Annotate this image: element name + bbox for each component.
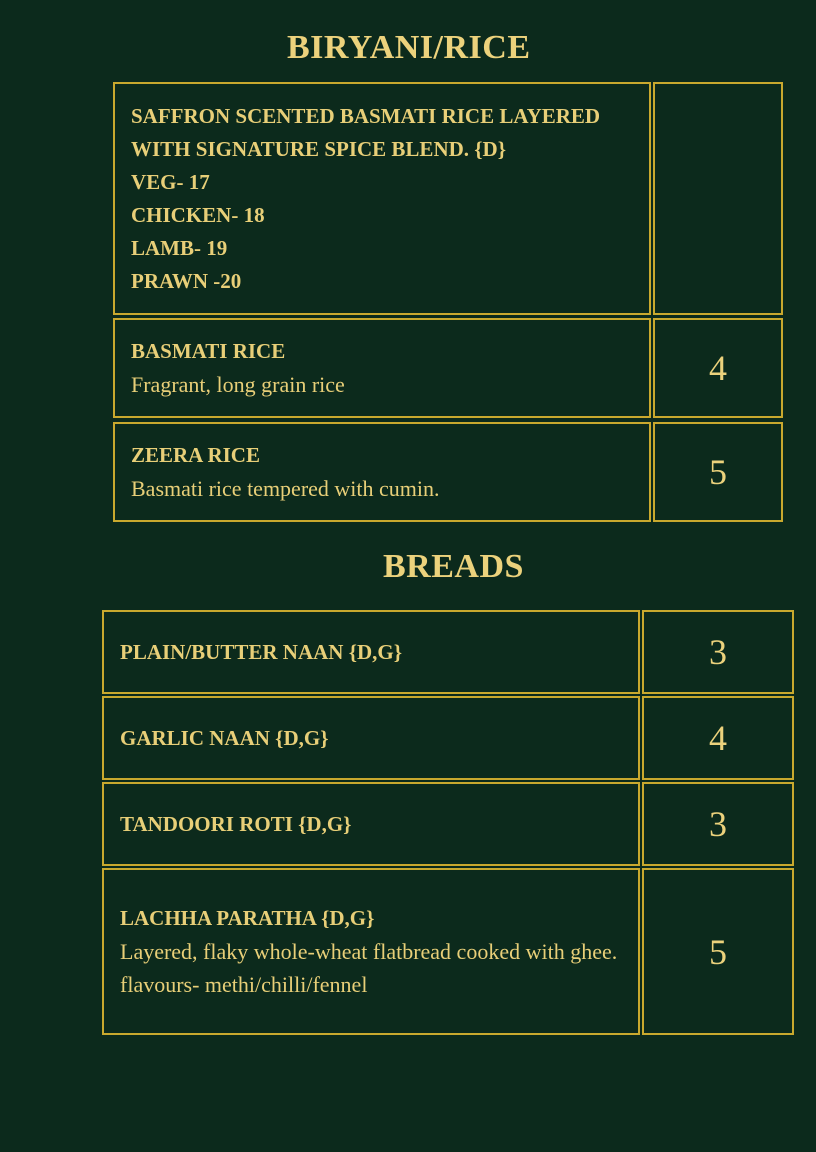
biryani-description-line-2: WITH SIGNATURE SPICE BLEND. {D}	[131, 136, 506, 161]
menu-item-name: TANDOORI ROTI {D,G}	[120, 811, 352, 836]
menu-item-name: GARLIC NAAN {D,G}	[120, 725, 329, 750]
menu-item-price: 4	[709, 718, 727, 758]
menu-item-description: Basmati rice tempered with cumin.	[131, 476, 440, 501]
price-cell-tandoori-roti	[642, 782, 794, 866]
price-cell-zeera-rice	[653, 422, 783, 522]
price-cell-basmati-rice	[653, 318, 783, 418]
menu-item-description: Fragrant, long grain rice	[131, 372, 345, 397]
menu-item-description: Layered, flaky whole-wheat flatbread cooked with ghee.	[120, 939, 618, 964]
price-cell-garlic-naan	[642, 696, 794, 780]
biryani-price-veg: VEG- 17	[131, 169, 210, 194]
price-cell-biryani	[653, 82, 783, 315]
biryani-price-lamb: LAMB- 19	[131, 235, 228, 260]
menu-item-flavours: flavours- methi/chilli/fennel	[120, 972, 368, 997]
biryani-price-prawn: PRAWN -20	[131, 268, 242, 293]
menu-item-tandoori-roti	[102, 782, 640, 866]
menu-item-price: 4	[709, 348, 727, 388]
biryani-price-chicken: CHICKEN- 18	[131, 202, 265, 227]
menu-item-price: 3	[709, 804, 727, 844]
biryani-description-line-1: SAFFRON SCENTED BASMATI RICE LAYERED	[131, 103, 601, 128]
menu-item-lachha-paratha	[102, 868, 640, 1035]
menu-item-price: 5	[709, 931, 727, 972]
menu-item-biryani	[113, 82, 651, 315]
section-title-biryani-rice: BIRYANI/RICE	[287, 29, 531, 66]
section-title-breads: BREADS	[383, 548, 524, 585]
menu-item-garlic-naan	[102, 696, 640, 780]
menu-item-basmati-rice	[113, 318, 651, 418]
price-cell-lachha-paratha	[642, 868, 794, 1035]
menu-item-price: 3	[709, 632, 727, 672]
menu-item-name: ZEERA RICE	[131, 443, 260, 467]
price-cell-plain-butter-naan	[642, 610, 794, 694]
menu-item-name: BASMATI RICE	[131, 339, 286, 363]
menu-item-name: LACHHA PARATHA {D,G}	[120, 906, 375, 930]
menu-item-name: PLAIN/BUTTER NAAN {D,G}	[120, 639, 402, 664]
menu-item-zeera-rice	[113, 422, 651, 522]
menu-item-plain-butter-naan	[102, 610, 640, 694]
menu-item-price: 5	[709, 452, 727, 492]
